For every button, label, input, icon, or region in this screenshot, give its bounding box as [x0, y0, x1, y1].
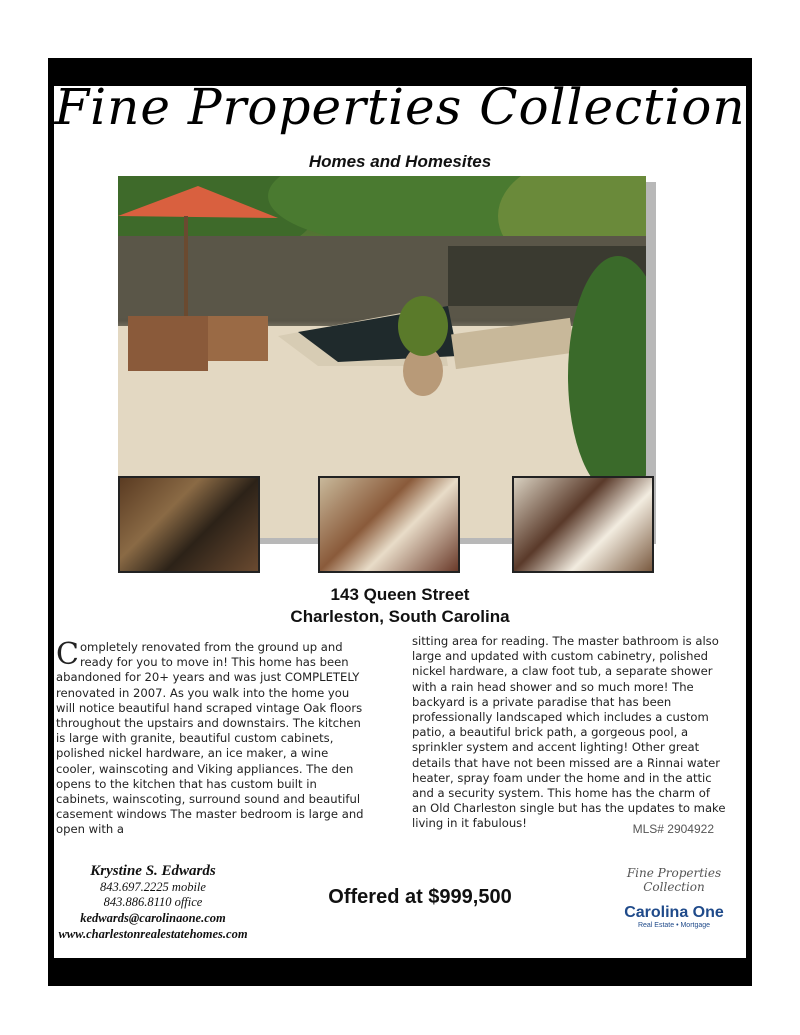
agent-contact	[48, 862, 258, 942]
brokerage-logo	[606, 866, 742, 929]
kitchen-photo	[118, 476, 260, 573]
description-left-column	[56, 637, 370, 838]
logo-collection-text: Fine Properties Collection	[626, 866, 722, 894]
agent-email[interactable]: kedwards@carolinaone.com	[80, 911, 226, 925]
logo-brand: Carolina One	[624, 904, 724, 921]
city-state: Charleston, South Carolina	[290, 607, 510, 626]
property-address	[0, 584, 800, 628]
agent-office: 843.886.8110 office	[103, 895, 203, 909]
offer-price: Offered at $999,500	[328, 886, 512, 908]
logo-tagline: Real Estate • Mortgage	[637, 922, 711, 929]
agent-website[interactable]: www.charlestonrealestatehomes.com	[58, 927, 248, 941]
agent-mobile: 843.697.2225 mobile	[100, 880, 206, 894]
description-right-text: sitting area for reading. The master bathroom is also large and updated with custom cabinetry, polished nickel hardware, a claw foot tub, a separate shower with a rain head shower and so much more! The backyard is a private paradise that has been professionally landscaped which includes a custom patio, a beautiful brick path, a gorgeous pool, a sprinkler system and accent lighting! Other great details that have not been missed are a Rinnai water heater, spray foam under the home and in the attic and a security system. This home has the charm of an Old Charleston single but has the updates to make living in it fabulous!	[412, 634, 726, 831]
description-right-column	[412, 634, 726, 832]
living-room-photo	[318, 476, 460, 573]
agent-name: Krystine S. Edwards	[90, 863, 216, 879]
street-address: 143 Queen Street	[330, 585, 470, 604]
drop-cap: C	[56, 637, 79, 672]
master-bedroom-photo	[512, 476, 654, 573]
collection-title: Fine Properties Collection	[54, 78, 746, 136]
mls-number: MLS# 2904922	[632, 822, 714, 836]
description-left-text: ompletely renovated from the ground up and ready for you to move in! This home has been abandoned for 20+ years and was just COMPLETELY renovated in 2007. As you walk into the home you will notice beautiful hand scraped vintage Oak floors throughout the upstairs and downstairs. The kitchen is large with granite, beautiful custom cabinets, polished nickel hardware, an ice maker, a wine cooler, wainscoting and Viking appliances. The den opens to the kitchen that has custom built in cabinets, wainscoting, surround sound and beautiful casement windows The master bedroom is large and open with a	[56, 640, 364, 837]
collection-subtitle: Homes and Homesites	[308, 152, 492, 171]
